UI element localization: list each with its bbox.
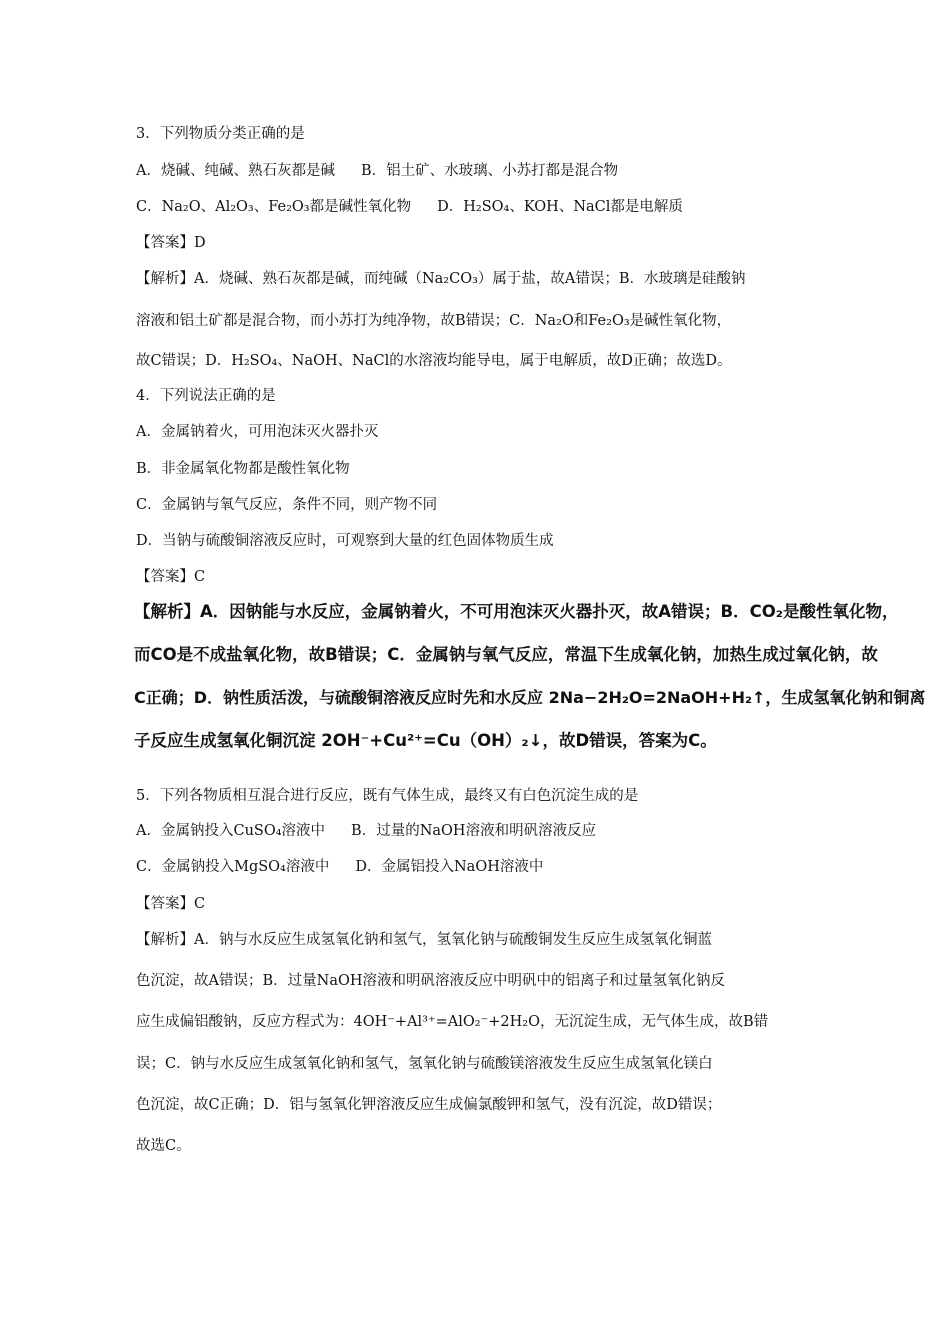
question-4-stem: 4．下列说法正确的是	[136, 388, 276, 404]
option-b: B．非金属氧化物都是酸性氧化物	[136, 461, 350, 477]
option-a: A．金属钠着火，可用泡沫灭火器扑灭	[136, 424, 379, 440]
question-3-explanation-line: 【解析】A．烧碱、熟石灰都是碱，而纯碱（Na₂CO₃）属于盐，故A错误；B．水玻璃是硅酸钠	[136, 271, 746, 287]
option-b: B．过量的NaOH溶液和明矾溶液反应	[351, 823, 597, 839]
question-4-answer: 【答案】C	[136, 569, 206, 585]
question-5-explanation-line: 色沉淀，故C正确；D．铝与氢氧化钾溶液反应生成偏氯酸钾和氢气，没有沉淀，故D错误；	[136, 1097, 722, 1113]
question-3-explanation-line: 故C错误；D．H₂SO₄、NaOH、NaCl的水溶液均能导电，属于电解质，故D正确；故选D。	[136, 353, 732, 369]
option-b: B．铝土矿、水玻璃、小苏打都是混合物	[360, 163, 619, 179]
question-5-explanation-line: 应生成偏铝酸钠，反应方程式为：4OH⁻+Al³⁺=AlO₂⁻+2H₂O，无沉淀生成，无气体生成，故B错	[136, 1014, 769, 1030]
option-c: C．金属钠与氧气反应，条件不同，则产物不同	[136, 497, 438, 513]
option-a: A．金属钠投入CuSO₄溶液中	[136, 823, 326, 839]
option-a: A．烧碱、纯碱、熟石灰都是碱	[136, 163, 335, 179]
question-4-explanation-line: 子反应生成氢氧化铜沉淀 2OH⁻+Cu²⁺=Cu（OH）₂↓，故D错误，答案为C。	[134, 731, 717, 750]
question-4-explanation-line: C正确；D．钠性质活泼，与硫酸铜溶液反应时先和水反应 2Na−2H₂O=2NaOH+H₂↑，生成氢氧化钠和铜离	[134, 688, 926, 707]
question-5-options-ab	[136, 821, 596, 841]
option-c: C．Na₂O、Al₂O₃、Fe₂O₃都是碱性氧化物	[136, 199, 412, 215]
question-5-answer: 【答案】C	[136, 896, 206, 912]
question-5-explanation-line: 【解析】A．钠与水反应生成氢氧化钠和氢气，氢氧化钠与硫酸铜发生反应生成氢氧化铜蓝	[136, 932, 712, 948]
question-4-explanation-line: 【解析】A．因钠能与水反应，金属钠着火，不可用泡沫灭火器扑灭，故A错误；B．CO₂是酸性氧化物，	[134, 602, 899, 621]
question-5-options-cd	[136, 857, 543, 877]
option-d: D．当钠与硫酸铜溶液反应时，可观察到大量的红色固体物质生成	[136, 533, 554, 549]
option-c: C．金属钠投入MgSO₄溶液中	[136, 859, 330, 875]
question-5-explanation-line: 色沉淀，故A错误；B．过量NaOH溶液和明矾溶液反应中明矾中的铝离子和过量氢氧化钠反	[136, 973, 725, 989]
question-3-options-cd	[136, 197, 683, 217]
question-3-explanation-line: 溶液和铝土矿都是混合物，而小苏打为纯净物，故B错误；C．Na₂O和Fe₂O₃是碱性氧化物，	[136, 313, 732, 329]
question-5-explanation-line: 误；C．钠与水反应生成氢氧化钠和氢气，氢氧化钠与硫酸镁溶液发生反应生成氢氧化镁白	[136, 1056, 713, 1072]
question-3-answer: 【答案】D	[136, 235, 206, 251]
option-d: D．金属铝投入NaOH溶液中	[355, 859, 544, 875]
question-4-explanation-line: 而CO是不成盐氧化物，故B错误；C．金属钠与氧气反应，常温下生成氧化钠，加热生成过氧化钠，故	[134, 645, 878, 664]
option-d: D．H₂SO₄、KOH、NaCl都是电解质	[437, 199, 683, 215]
question-5-explanation-line: 故选C。	[136, 1138, 191, 1154]
question-3-options-ab	[136, 161, 618, 181]
question-3-stem: 3．下列物质分类正确的是	[136, 126, 305, 142]
question-5-stem: 5．下列各物质相互混合进行反应，既有气体生成，最终又有白色沉淀生成的是	[136, 788, 639, 804]
